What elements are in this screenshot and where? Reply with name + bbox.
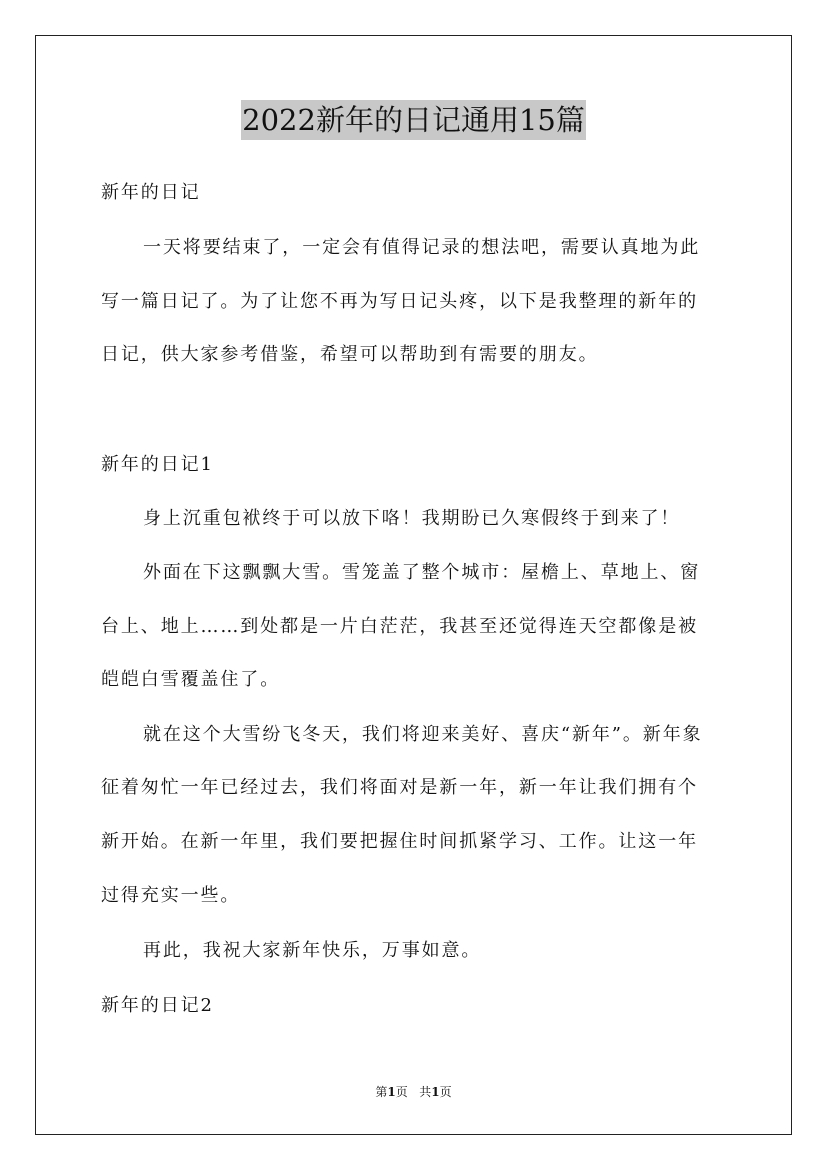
total-label-suffix: 页 [439, 1085, 452, 1099]
paragraph-line: 写一篇日记了。为了让您不再为写日记头疼，以下是我整理的新年的 [101, 291, 698, 312]
total-pages: 1 [431, 1085, 440, 1099]
paragraph-line: 台上、地上……到处都是一片白茫茫，我甚至还觉得连天空都像是被 [101, 616, 698, 637]
page-label-suffix: 页 [395, 1085, 408, 1099]
paragraph-line: 皑皑白雪覆盖住了。 [101, 669, 281, 690]
paragraph-line: 日记，供大家参考借鉴，希望可以帮助到有需要的朋友。 [101, 344, 599, 365]
paragraph-line: 过得充实一些。 [101, 885, 241, 906]
paragraph-line: 一天将要结束了，一定会有值得记录的想法吧，需要认真地为此 [143, 237, 701, 258]
paragraph-line: 身上沉重包袱终于可以放下咯！我期盼已久寒假终于到来了！ [143, 508, 681, 529]
section-heading: 新年的日记2 [101, 995, 214, 1016]
title-container [0, 100, 827, 140]
page-number: 1 [387, 1085, 396, 1099]
page-title: 2022新年的日记通用15篇 [241, 100, 586, 140]
paragraph-line: 再此，我祝大家新年快乐，万事如意。 [143, 940, 482, 961]
paragraph-line: 就在这个大雪纷飞冬天，我们将迎来美好、喜庆“新年”。新年象 [143, 724, 703, 745]
section-heading: 新年的日记1 [101, 454, 214, 475]
paragraph-line: 新开始。在新一年里，我们要把握住时间抓紧学习、工作。让这一年 [101, 831, 698, 852]
paragraph-line: 征着匆忙一年已经过去，我们将面对是新一年，新一年让我们拥有个 [101, 777, 698, 798]
page-label-prefix: 第 [375, 1085, 388, 1099]
total-label-prefix: 共 [419, 1085, 432, 1099]
page-footer [0, 1082, 827, 1102]
paragraph-line: 外面在下这飘飘大雪。雪笼盖了整个城市：屋檐上、草地上、窗 [143, 562, 701, 583]
section-heading: 新年的日记 [101, 182, 201, 203]
